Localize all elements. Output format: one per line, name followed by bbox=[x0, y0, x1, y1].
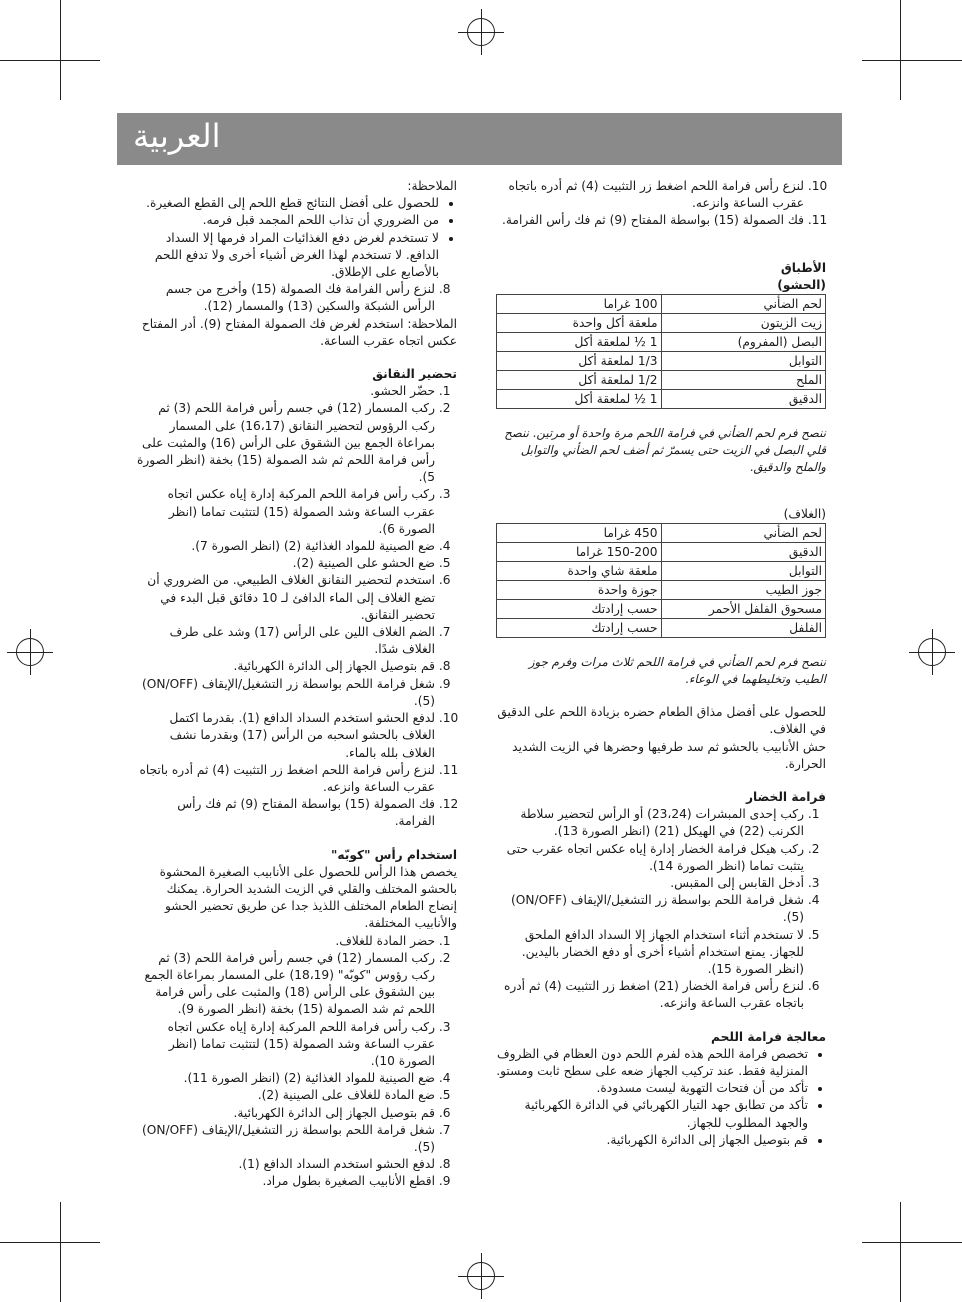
list-item: 5. لا تستخدم أثناء استخدام الجهاز إلا السداد الدافع الملحق للجهاز. يمنع استخدام أشياء أخرى أو دفع الخضار باليدين. (انظر الصورة 15). bbox=[496, 927, 804, 979]
crop-mark bbox=[0, 1242, 100, 1243]
list-item: 11. لنزع رأس فرامة اللحم اضغط زر التثبيت (4) ثم أدره باتجاه عقرب الساعة وانزعه. bbox=[137, 762, 435, 796]
list-item: 2. ركب المسمار (12) في جسم رأس فرامة اللحم (3) ثم ركب الرؤوس لتحضير النقانق (16،17) على المسمار بمراعاة الجمع بين الشقوق على الرأس (16) والمثبت على رأس فرامة اللحم ثم شد الصمولة (15) بخفة (انظر الصورة 5). bbox=[137, 400, 435, 486]
ingredient-cell: الفلفل bbox=[661, 619, 826, 638]
kubbe-intro: يخصص هذا الرأس للحصول على الأنابيب الصغيرة المحشوة بالحشو المختلف والقلي في الزيت الشديد الحرارة. يمكنك إنضاج الطعام المختلف اللذيذ جدا عن طريق تحضير الحشو والأنابيب المختلفة. bbox=[159, 864, 457, 931]
amount-cell: 450 غراما bbox=[497, 524, 662, 543]
ingredient-cell: لحم الضأني bbox=[661, 295, 826, 314]
right-column bbox=[496, 178, 826, 1149]
crop-mark bbox=[900, 0, 901, 100]
table-row bbox=[497, 619, 826, 638]
notes-list bbox=[137, 195, 457, 281]
list-item: 10. لنزع رأس فرامة اللحم اضغط زر التثبيت (4) ثم أدره باتجاه عقرب الساعة وانزعه. bbox=[496, 178, 804, 212]
amount-cell: ملعقة أكل واحدة bbox=[497, 314, 662, 333]
list-item: 8. قم بتوصيل الجهاز إلى الدائرة الكهربائية. bbox=[137, 658, 435, 675]
registration-mark bbox=[467, 1262, 495, 1290]
table-row bbox=[497, 600, 826, 619]
amount-cell: 1 ½ لملعقة أكل bbox=[497, 390, 662, 409]
list-item: 7. شغل فرامة اللحم بواسطة زر التشغيل/الإيقاف (ON/OFF) (5). bbox=[137, 1122, 435, 1156]
registration-mark bbox=[918, 638, 946, 666]
amount-cell: حسب إرادتك bbox=[497, 619, 662, 638]
care-bullets bbox=[496, 1046, 826, 1149]
amount-cell: 150-200 غراما bbox=[497, 543, 662, 562]
crop-mark bbox=[0, 60, 100, 61]
step-8-list bbox=[137, 281, 457, 315]
registration-mark bbox=[467, 18, 495, 46]
crop-mark bbox=[862, 1242, 962, 1243]
kubbe-heading: استخدام رأس "كوبّه" bbox=[331, 847, 457, 862]
list-item: 10. لدفع الحشو استخدم السداد الدافع (1). بقدرما اكتمل الغلاف بالحشو اسحبه من الرأس (17) وبقدرما نشف الغلاف بلله بالماء. bbox=[137, 710, 435, 762]
ingredient-cell: جوز الطيب bbox=[661, 581, 826, 600]
amount-cell: ملعقة شاي واحدة bbox=[497, 562, 662, 581]
page-title: العربية bbox=[133, 117, 221, 155]
crop-mark bbox=[900, 1202, 901, 1302]
shell-note: ننصح فرم لحم الضأني في فرامة اللحم ثلاث مرات وفرم جوز الطيب وتخليطهما في الوعاء. bbox=[528, 655, 826, 687]
list-item: 1. حضر المادة للغلاف. bbox=[137, 933, 435, 950]
list-item: 1. حضّر الحشو. bbox=[137, 383, 435, 400]
crop-mark bbox=[60, 0, 61, 100]
list-item: 6. قم بتوصيل الجهاز إلى الدائرة الكهربائية. bbox=[137, 1105, 435, 1122]
table-row bbox=[497, 295, 826, 314]
list-item: 9. شغل فرامة اللحم بواسطة زر التشغيل/الإيقاف (ON/OFF) (5). bbox=[137, 676, 435, 710]
ingredient-cell: مسحوق الفلفل الأحمر bbox=[661, 600, 826, 619]
language-banner bbox=[117, 113, 842, 165]
filling-table bbox=[496, 294, 826, 409]
sausage-steps-list bbox=[137, 383, 457, 830]
amount-cell: 1/2 لملعقة أكل bbox=[497, 371, 662, 390]
table-row bbox=[497, 352, 826, 371]
ingredient-cell: التوابل bbox=[661, 352, 826, 371]
ingredient-cell: الملح bbox=[661, 371, 826, 390]
table-row bbox=[497, 371, 826, 390]
shell-heading: (الغلاف) bbox=[783, 507, 826, 522]
list-item: • تأكد من أن فتحات التهوية ليست مسدودة. bbox=[496, 1080, 808, 1097]
list-item: 6. استخدم لتحضير النقانق الغلاف الطبيعي. من الضروري أن تضع الغلاف إلى الماء الدافئ لـ 10 دقائق قبل البدء في تحضير النقانق. bbox=[137, 572, 435, 624]
list-item: 4. ضع الصينية للمواد الغذائية (2) (انظر الصورة 7). bbox=[137, 538, 435, 555]
tips-paragraph: حش الأنابيب بالحشو ثم سد طرفيها وحضرها في الزيت الشديد الحرارة. bbox=[512, 739, 826, 771]
amount-cell: حسب إرادتك bbox=[497, 600, 662, 619]
list-item: 6. لنزع رأس فرامة الخضار (21) اضغط زر التثبيت (4) ثم أدره باتجاه عقرب الساعة وانزعه. bbox=[496, 978, 804, 1012]
left-column bbox=[137, 178, 457, 1191]
list-item: 8. لنزع رأس الفرامة فك الصمولة (15) وأخرج من جسم الرأس الشبكة والسكين (13) والمسمار (12). bbox=[137, 281, 435, 315]
list-item: 3. ركب رأس فرامة اللحم المركبة إدارة إياه عكس اتجاه عقرب الساعة وشد الصمولة (15) لتتثبت تماما (انظر الصورة 6). bbox=[137, 486, 435, 538]
ingredient-cell: التوابل bbox=[661, 562, 826, 581]
list-item: • قم بتوصيل الجهاز إلى الدائرة الكهربائية. bbox=[496, 1132, 808, 1149]
list-item: • لا تستخدم لغرض دفع الغذائيات المراد فرمها إلا السداد الدافع. لا تستخدم لهذا الغرض أشياء أخرى ولا تدفع اللحم بالأصابع على الإطلاق. bbox=[137, 230, 439, 282]
crop-mark bbox=[862, 60, 962, 61]
list-item: 5. ضع الحشو على الصينية (2). bbox=[137, 555, 435, 572]
list-item: 8. لدفع الحشو استخدم السداد الدافع (1). bbox=[137, 1156, 435, 1173]
table-row bbox=[497, 524, 826, 543]
crop-mark bbox=[60, 1202, 61, 1302]
list-item: 3. أدخل القابس إلى المقبس. bbox=[496, 875, 804, 892]
list-item: • تأكد من تطابق جهد التيار الكهربائي في الدائرة الكهربائية والجهد المطلوب للجهاز. bbox=[496, 1097, 808, 1131]
filling-heading: (الحشو) bbox=[777, 277, 826, 292]
table-row bbox=[497, 562, 826, 581]
list-item: 1. ركب إحدى المبشرات (23،24) أو الرأس لتحضير سلاطة الكرنب (22) في الهيكل (21) (انظر الصورة 13). bbox=[496, 806, 804, 840]
note-heading: الملاحظة: bbox=[407, 179, 457, 193]
care-heading: معالجة فرامة اللحم bbox=[711, 1029, 826, 1044]
table-row bbox=[497, 543, 826, 562]
list-item: 5. ضع المادة للغلاف على الصينية (2). bbox=[137, 1087, 435, 1104]
amount-cell: 1/3 لملعقة أكل bbox=[497, 352, 662, 371]
list-item: 2. ركب المسمار (12) في جسم رأس فرامة اللحم (3) ثم ركب رؤوس "كوبّه" (18،19) على المسمار بمراعاة الجمع بين الشقوق على الرأس (18) والمثبت على رأس فرامة اللحم ثم شد الصمولة (15) بخفة (انظر الصورة 9). bbox=[137, 950, 435, 1019]
filling-note: ننصح فرم لحم الضأني في فرامة اللحم مرة واحدة أو مرتين. ننصح قلي البصل في الزيت حتى يسمرّ ثم أضف لحم الضأني والتوابل والملح والدقيق. bbox=[504, 426, 826, 475]
registration-mark bbox=[16, 638, 44, 666]
ingredient-cell: زيت الزيتون bbox=[661, 314, 826, 333]
shell-table bbox=[496, 523, 826, 638]
tips-paragraph: للحصول على أفضل مذاق الطعام حضره بزيادة اللحم على الدقيق في الغلاف. bbox=[497, 705, 826, 737]
list-item: • تخصص فرامة اللحم هذه لفرم اللحم دون العظام في الظروف المنزلية فقط. عند تركيب الجهاز ضعه على سطح ثابت ومستو. bbox=[496, 1046, 808, 1080]
dishes-heading: الأطباق bbox=[780, 260, 826, 275]
kubbe-steps-list bbox=[137, 933, 457, 1191]
list-item: 4. شغل فرامة اللحم بواسطة زر التشغيل/الإيقاف (ON/OFF) (5). bbox=[496, 892, 804, 926]
table-row bbox=[497, 333, 826, 352]
table-row bbox=[497, 314, 826, 333]
note-paragraph: الملاحظة: استخدم لغرض فك الصمولة المفتاح (9). أدر المفتاح عكس اتجاه عقرب الساعة. bbox=[141, 316, 457, 348]
amount-cell: 1 ½ لملعقة أكل bbox=[497, 333, 662, 352]
ingredient-cell: البصل (المفروم) bbox=[661, 333, 826, 352]
list-item: 3. ركب رأس فرامة اللحم المركبة إدارة إياه عكس اتجاه عقرب الساعة وشد الصمولة (15) لتتثبت تماما (انظر الصورة 10). bbox=[137, 1019, 435, 1071]
list-item: • للحصول على أفضل النتائج قطع اللحم إلى القطع الصغيرة. bbox=[137, 195, 439, 212]
list-item: 12. فك الصمولة (15) بواسطة المفتاح (9) ثم فك رأس الفرامة. bbox=[137, 796, 435, 830]
vegetable-cutter-heading: فرامة الخضار bbox=[745, 790, 826, 805]
amount-cell: جوزة واحدة bbox=[497, 581, 662, 600]
list-item: 9. اقطع الأنابيب الصغيرة بطول مراد. bbox=[137, 1173, 435, 1190]
list-item: 7. الضم الغلاف اللين على الرأس (17) وشد على طرف الغلاف شدًا. bbox=[137, 624, 435, 658]
amount-cell: 100 غراما bbox=[497, 295, 662, 314]
list-item: 4. ضع الصينية للمواد الغذائية (2) (انظر الصورة 11). bbox=[137, 1070, 435, 1087]
table-row bbox=[497, 581, 826, 600]
ingredient-cell: الدقيق bbox=[661, 543, 826, 562]
list-item: • من الضروري أن تذاب اللحم المجمد قبل فرمه. bbox=[137, 212, 439, 229]
vegetable-steps-list bbox=[496, 806, 826, 1012]
sausage-heading: تحضير النقانق bbox=[372, 367, 457, 382]
table-row bbox=[497, 390, 826, 409]
ingredient-cell: لحم الضأني bbox=[661, 524, 826, 543]
ingredient-cell: الدقيق bbox=[661, 390, 826, 409]
steps-top-list bbox=[496, 178, 826, 230]
list-item: 11. فك الصمولة (15) بواسطة المفتاح (9) ثم فك رأس الفرامة. bbox=[496, 212, 804, 229]
list-item: 2. ركب هيكل فرامة الخضار إدارة إياه عكس اتجاه عقرب حتى يتثبت تماما (انظر الصورة 14). bbox=[496, 841, 804, 875]
